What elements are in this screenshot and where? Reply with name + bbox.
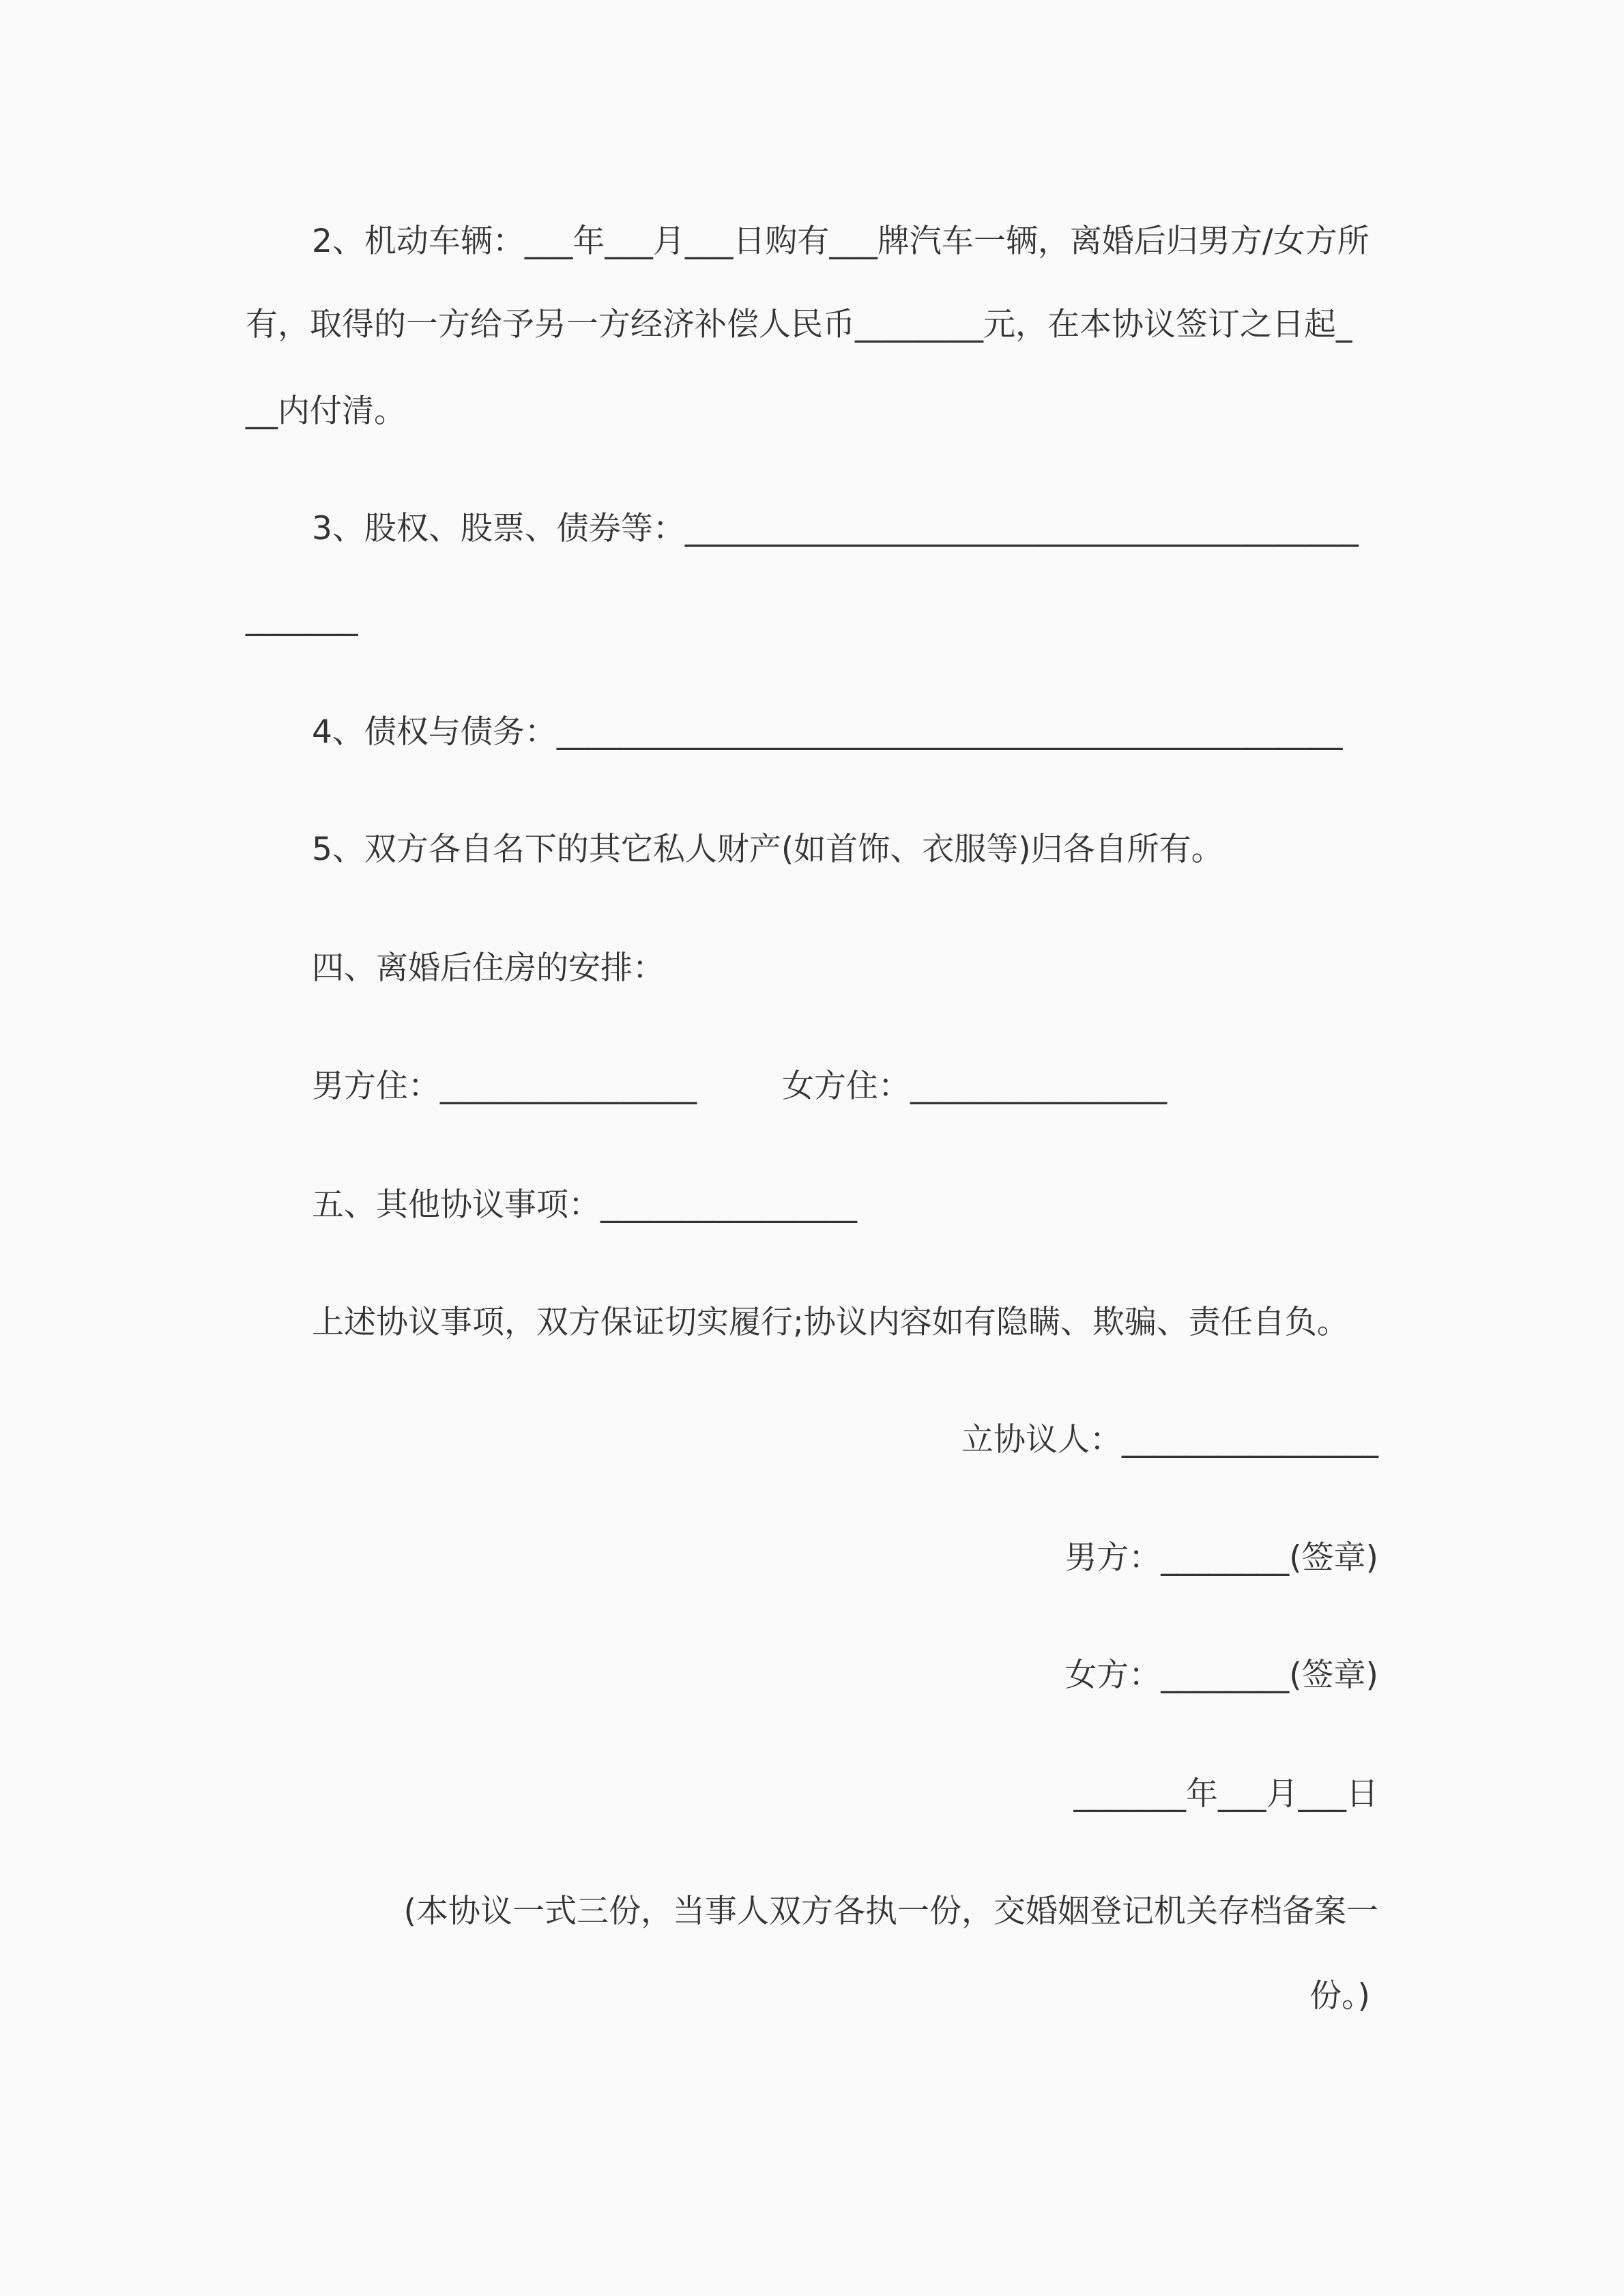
housing-heading: 四、离婚后住房的安排： xyxy=(312,949,665,987)
equity-line-2: _______ xyxy=(246,599,358,637)
note-line-2: 份。) xyxy=(1309,1977,1370,2015)
note-line-1: (本协议一式三份，当事人双方各执一份，交婚姻登记机关存档备案一 xyxy=(403,1893,1378,1930)
vehicle-line-3: __内付清。 xyxy=(246,392,406,430)
signature-party-line: 立协议人：________________ xyxy=(961,1421,1378,1459)
personal-property-line: 5、双方各自名下的其它私人财产(如首饰、衣服等)归各自所有。 xyxy=(312,831,1223,868)
vehicle-line-2: 有，取得的一方给予另一方经济补偿人民币________元，在本协议签订之日起_ xyxy=(246,306,1352,343)
equity-line-1: 3、股权、股票、债券等：__________________________________________ xyxy=(312,510,1359,547)
guarantee-line: 上述协议事项，双方保证切实履行;协议内容如有隐瞒、欺骗、责任自负。 xyxy=(312,1304,1349,1341)
signature-date-line: _______年___月___日 xyxy=(1073,1775,1378,1813)
housing-male-line: 男方住：________________ xyxy=(312,1067,697,1105)
signature-male-line: 男方：________(签章) xyxy=(1064,1539,1378,1577)
signature-female-line: 女方：________(签章) xyxy=(1064,1656,1378,1694)
debts-line: 4、债权与债务：_________________________________________________ xyxy=(312,713,1343,751)
other-matters-line: 五、其他协议事项：________________ xyxy=(312,1186,857,1224)
vehicle-line-1: 2、机动车辆：___年___月___日购有___牌汽车一辆，离婚后归男方/女方所 xyxy=(312,223,1369,260)
housing-female-line: 女方住：________________ xyxy=(782,1067,1167,1105)
